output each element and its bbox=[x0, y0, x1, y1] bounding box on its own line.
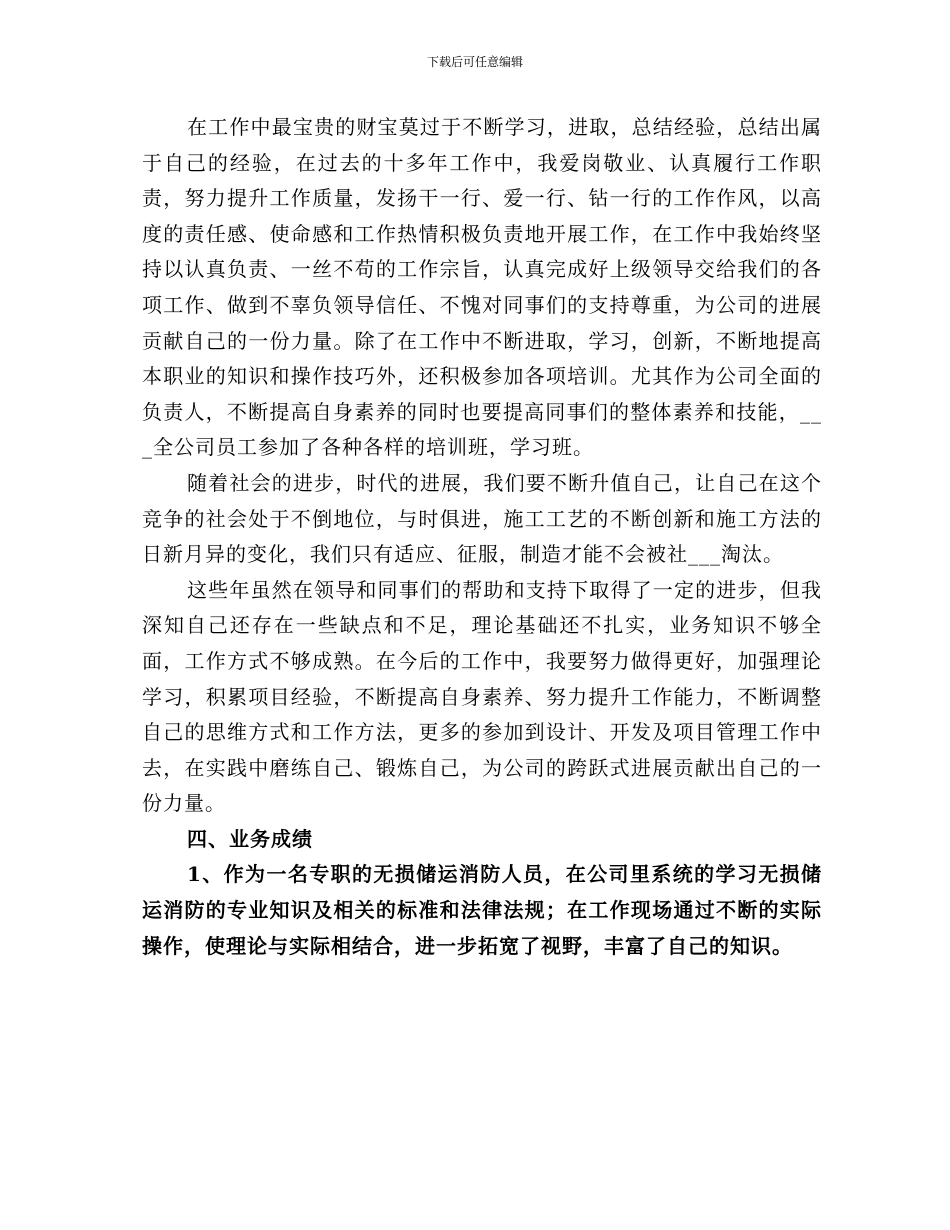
paragraph-shortcomings: 这些年虽然在领导和同事们的帮助和支持下取得了一定的进步，但我深知自己还存在一些缺点和不足，理论基础还不扎实，业务知识不够全面，工作方式不够成熟。在今后的工作中，我要努力做得更好，加强理论学习，积累项目经验，不断提高自身素养、努力提升工作能力，不断调整自己的思维方式和工作方法，更多的参加到设计、开发及项目管理工作中去，在实践中磨练自己、锻炼自己，为公司的跨跃式进展贡献出自己的一份力量。 bbox=[142, 577, 822, 816]
section-heading: 四、业务成绩 bbox=[187, 826, 313, 851]
paragraph-progress: 随着社会的进步，时代的进展，我们要不断升值自己，让自己在这个竞争的社会处于不倒地位，与时俱进，施工工艺的不断创新和施工方法的日新月异的变化，我们只有适应、征服，制造才能不会被社___淘汰。 bbox=[142, 470, 822, 567]
paragraph-learning: 在工作中最宝贵的财宝莫过于不断学习，进取，总结经验，总结出属于自己的经验，在过去的十多年工作中，我爱岗敬业、认真履行工作职责，努力提升工作质量，发扬干一行、爱一行、钻一行的工作作风，以高度的责任感、使命感和工作热情积极负责地开展工作，在工作中我始终坚持以认真负责、一丝不苟的工作宗旨，认真完成好上级领导交给我们的各项工作、做到不辜负领导信任、不愧对同事们的支持尊重，为公司的进展贡献自己的一份力量。除了在工作中不断进取，学习，创新，不断地提高本职业的知识和操作技巧外，还积极参加各项培训。尤其作为公司全面的负责人，不断提高自身素养的同时也要提高同事们的整体素养和技能，___全公司员工参加了各种各样的培训班，学习班。 bbox=[142, 115, 822, 460]
paragraph-achievement-1: 1、作为一名专职的无损储运消防人员，在公司里系统的学习无损储运消防的专业知识及相关的标准和法律法规；在工作现场通过不断的实际操作，使理论与实际相结合，进一步拓宽了视野，丰富了自己的知识。 bbox=[142, 862, 822, 958]
page-header: 下载后可任意编辑 bbox=[426, 55, 523, 69]
document-body bbox=[142, 110, 822, 964]
